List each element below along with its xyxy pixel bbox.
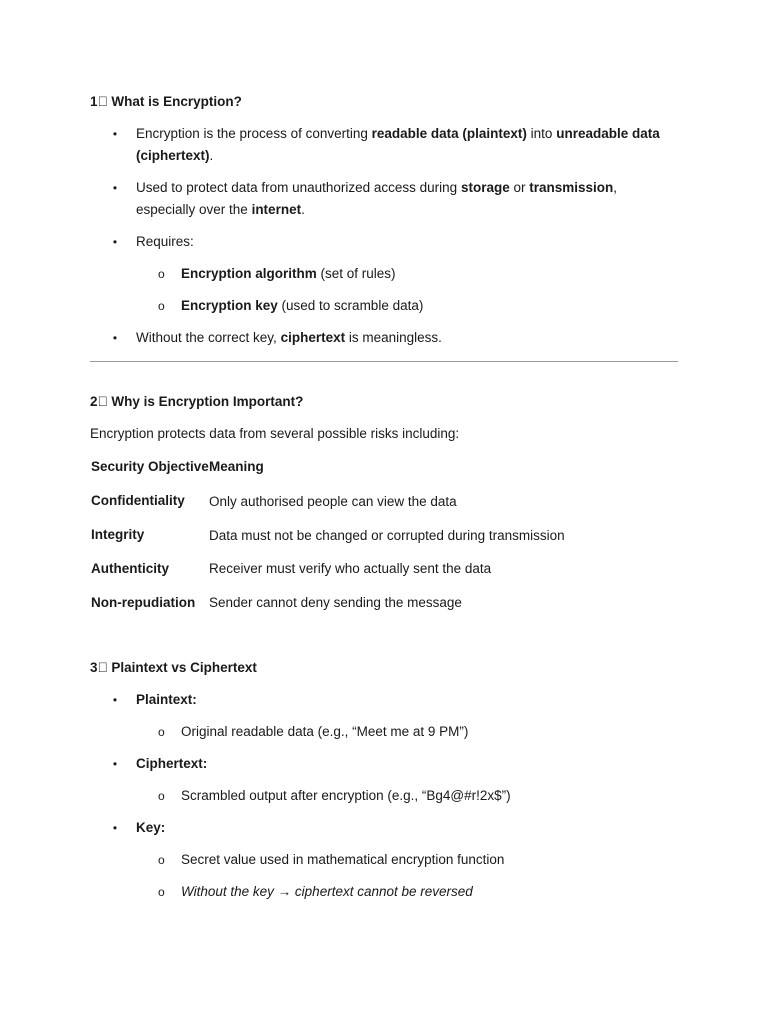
bullet: •	[112, 331, 118, 345]
sub-bullet: o	[158, 267, 165, 281]
sub-bullet: o	[158, 885, 165, 899]
section2-intro: Encryption protects data from several possible risks including:	[90, 426, 460, 441]
plaintext-label: Plaintext:	[136, 692, 197, 707]
sub-bullet: o	[158, 853, 165, 867]
section3-heading: 3⃣ Plaintext vs Ciphertext	[90, 660, 257, 675]
key-desc-italic: Without the key → ciphertext cannot be reversed	[181, 884, 473, 899]
bullet: •	[112, 757, 118, 771]
table-cell-meaning: Receiver must verify who actually sent the data	[209, 561, 492, 576]
s1-bullet1-line2: (ciphertext).	[136, 148, 214, 163]
sub-bullet: o	[158, 725, 165, 739]
s1-sub1: Encryption algorithm (set of rules)	[181, 266, 396, 281]
key-desc: Secret value used in mathematical encryption function	[181, 852, 505, 867]
table-cell-meaning: Data must not be changed or corrupted during transmission	[209, 528, 565, 543]
section1-heading: 1⃣ What is Encryption?	[90, 94, 242, 109]
table-header-objective: Security Objective	[91, 459, 209, 474]
ciphertext-label: Ciphertext:	[136, 756, 208, 771]
table-cell-meaning: Only authorised people can view the data	[209, 494, 457, 509]
s1-bullet1-line1: Encryption is the process of converting readable data (plaintext) into unreadable data	[136, 126, 660, 141]
table-cell-objective: Non-repudiation	[91, 595, 196, 610]
table-cell-objective: Integrity	[91, 527, 145, 542]
s1-sub2: Encryption key (used to scramble data)	[181, 298, 424, 313]
bullet: •	[112, 127, 118, 141]
table-cell-objective: Confidentiality	[91, 493, 185, 508]
s1-bullet2-line2: especially over the internet.	[136, 202, 305, 217]
table-header-meaning: Meaning	[209, 459, 264, 474]
bullet: •	[112, 235, 118, 249]
bullet: •	[112, 693, 118, 707]
plaintext-desc: Original readable data (e.g., “Meet me at 9 PM”)	[181, 724, 469, 739]
bullet: •	[112, 821, 118, 835]
s1-bullet3: Requires:	[136, 234, 194, 249]
table-cell-meaning: Sender cannot deny sending the message	[209, 595, 462, 610]
section2-heading: 2⃣ Why is Encryption Important?	[90, 394, 304, 409]
key-label: Key:	[136, 820, 166, 835]
sub-bullet: o	[158, 789, 165, 803]
section-divider	[90, 361, 678, 362]
s1-bullet4: Without the correct key, ciphertext is meaningless.	[136, 330, 442, 345]
bullet: •	[112, 181, 118, 195]
table-cell-objective: Authenticity	[91, 561, 170, 576]
sub-bullet: o	[158, 299, 165, 313]
ciphertext-desc: Scrambled output after encryption (e.g., “Bg4@#r!2x$”)	[181, 788, 511, 803]
s1-bullet2-line1: Used to protect data from unauthorized access during storage or transmission,	[136, 180, 618, 195]
